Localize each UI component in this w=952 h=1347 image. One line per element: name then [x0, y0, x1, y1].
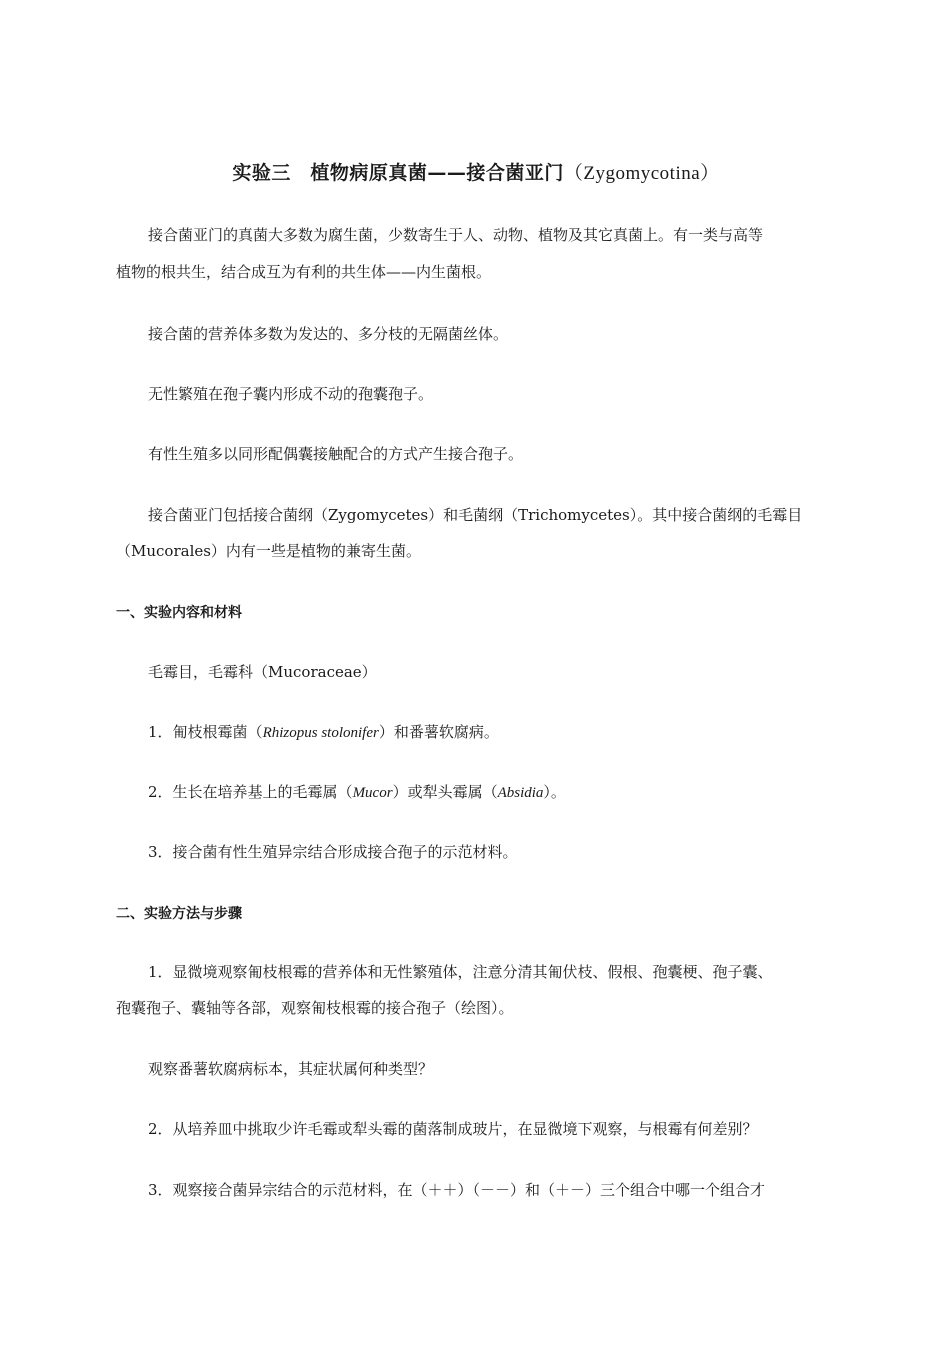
item-2-latin-1: Mucor — [352, 785, 393, 801]
intro-paragraph-2: 接合菌的营养体多数为发达的、多分枝的无隔菌丝体。 — [148, 325, 509, 343]
item-2-latin-2: Absidia — [497, 785, 544, 801]
intro-paragraph-1-line-2: 植物的根共生，结合成互为有利的共生体——内生菌根。 — [116, 263, 492, 281]
title-main: 实验三 植物病原真菌——接合菌亚门 — [232, 162, 564, 184]
section-2-step-1-line-1: 1．显微境观察匍枝根霉的营养体和无性繁殖体，注意分清其匍伏枝、假根、孢囊梗、孢子囊、 — [148, 963, 773, 981]
section-1-order: 毛霉目，毛霉科（Mucoraceae） — [148, 663, 377, 681]
item-1-text-pre: 匍枝根霉菌（ — [172, 723, 263, 741]
item-1-number: 1． — [148, 723, 173, 741]
title-latin: （Zygomycotina） — [563, 163, 720, 184]
intro-paragraph-5-line-2: （Mucorales）内有一些是植物的兼寄生菌。 — [116, 542, 421, 560]
item-2-text-mid: ）或犁头霉属（ — [392, 783, 498, 801]
section-2-step-1-line-2: 孢囊孢子、囊轴等各部，观察匍枝根霉的接合孢子（绘图）。 — [116, 999, 514, 1017]
section-1-item-2 — [148, 782, 566, 803]
intro-paragraph-3: 无性繁殖在孢子囊内形成不动的孢囊孢子。 — [148, 385, 434, 403]
item-2-text-post: ）。 — [543, 783, 566, 801]
section-1-item-3: 3．接合菌有性生殖异宗结合形成接合孢子的示范材料。 — [148, 843, 518, 861]
intro-paragraph-5-line-1: 接合菌亚门包括接合菌纲（Zygomycetes）和毛菌纲（Trichomycetes）。其中接合菌纲的毛霉目 — [148, 506, 803, 524]
section-2-heading: 二、实验方法与步骤 — [116, 906, 242, 922]
intro-paragraph-4: 有性生殖多以同形配偶囊接触配合的方式产生接合孢子。 — [148, 445, 524, 463]
item-2-text-pre: 生长在培养基上的毛霉属（ — [172, 783, 353, 801]
item-1-text-post: ）和番薯软腐病。 — [378, 723, 499, 741]
section-1-item-1 — [148, 722, 499, 743]
intro-paragraph-1-line-1: 接合菌亚门的真菌大多数为腐生菌，少数寄生于人、动物、植物及其它真菌上。有一类与高等 — [148, 226, 764, 244]
page-title — [0, 158, 952, 185]
section-2-step-3: 3．观察接合菌异宗结合的示范材料，在（＋＋）（－－）和（＋－）三个组合中哪一个组合才 — [148, 1181, 766, 1199]
section-2-observe: 观察番薯软腐病标本，其症状属何种类型？ — [148, 1060, 434, 1078]
section-2-step-2: 2．从培养皿中挑取少许毛霉或犁头霉的菌落制成玻片，在显微境下观察，与根霉有何差别？ — [148, 1120, 758, 1138]
item-1-latin: Rhizopus stolonifer — [262, 725, 379, 741]
item-2-number: 2． — [148, 783, 173, 801]
section-1-heading: 一、实验内容和材料 — [116, 605, 242, 621]
